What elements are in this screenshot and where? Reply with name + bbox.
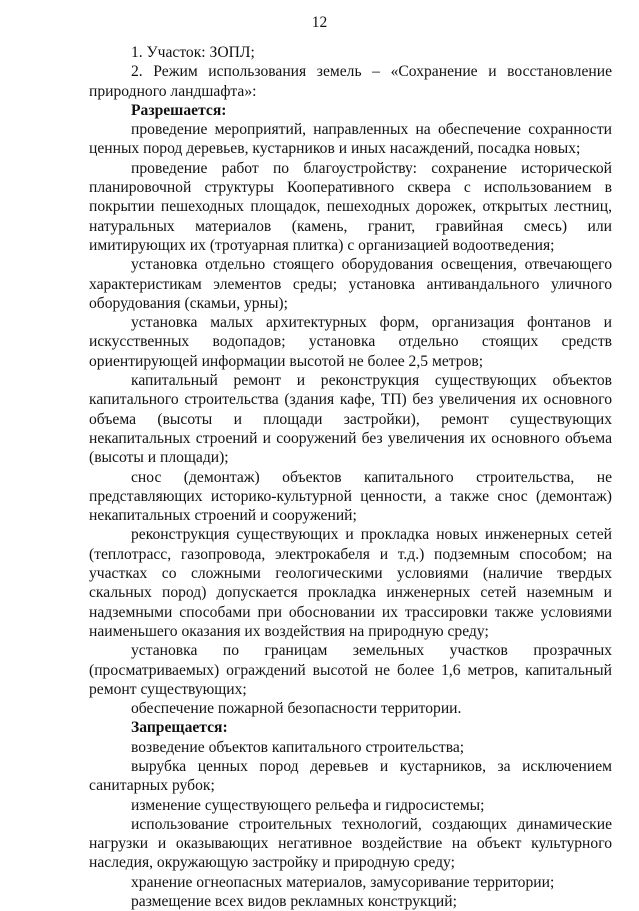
regime-line: 2. Режим использования земель – «Сохранение и восстановление природного ландшафта»:: [89, 63, 612, 100]
allowed-item: снос (демонтаж) объектов капитального строительства, не представляющих историко-культурной ценности, а также снос (демонтаж) некапитальных строений и сооружений;: [89, 468, 612, 525]
allowed-item: обеспечение пожарной безопасности территории.: [131, 700, 462, 718]
forbidden-item: использование строительных технологий, создающих динамические нагрузки и оказывающих негативное воздействие на объект культурного наследия, окружающую застройку и природную среду;: [89, 815, 612, 872]
site-line: 1. Участок: ЗОПЛ;: [131, 44, 255, 61]
forbidden-item: вырубка ценных пород деревьев и кустарников, за исключением санитарных рубок;: [89, 757, 612, 795]
forbidden-heading: Запрещается:: [131, 719, 228, 737]
forbidden-item: изменение существующего рельефа и гидросистемы;: [131, 796, 485, 814]
allowed-item: установка малых архитектурных форм, организация фонтанов и искусственных водопадов; установка отдельно стоящих средств ориентирующей информации высотой не более 2,5 метров;: [89, 314, 612, 370]
forbidden-item: возведение объектов капитального строительства;: [131, 738, 465, 756]
document-body: [89, 43, 612, 911]
allowed-item: капитальный ремонт и реконструкция существующих объектов капитального строительства (здания кафе, ТП) без увеличения их основного объема (высоты и площади застройки), ремонт существующих некапитальных строений и сооружений без увеличения их основного объема (высоты и площади);: [89, 372, 612, 467]
page-number: 12: [311, 14, 328, 31]
allowed-heading: Разрешается:: [131, 101, 227, 119]
forbidden-item: размещение всех видов рекламных конструкций;: [131, 893, 457, 911]
allowed-item: установка отдельно стоящего оборудования освещения, отвечающего характеристикам элементов среды; установка антивандального уличного оборудования (скамьи, урны);: [89, 256, 612, 312]
allowed-item: установка по границам земельных участков прозрачных (просматриваемых) ограждений высотой не более 1,6 метров, капитальный ремонт существующих;: [89, 642, 612, 698]
forbidden-item: хранение огнеопасных материалов, замусоривание территории;: [131, 873, 555, 891]
allowed-item: проведение работ по благоустройству: сохранение исторической планировочной структуры Кооперативного сквера с использованием в покрытии пешеходных площадок, пешеходных дорожек, открытых лестниц, натуральных материалов (камень, гранит, гравийная смесь) или имитирующих их (тротуарная плитка) с организацией водоотведения;: [89, 159, 612, 254]
allowed-item: реконструкция существующих и прокладка новых инженерных сетей (теплотрасс, газопровода, электрокабеля и т.д.) подземным способом; на участках со сложными геологическими условиями (наличие твердых скальных пород) допускается прокладка инженерных сетей наземным и надземными способами при обосновании их трассировки также условиями наименьшего оказания их воздействия на природную среду;: [89, 526, 612, 640]
allowed-item: проведение мероприятий, направленных на обеспечение сохранности ценных пород деревьев, кустарников и иных насаждений, посадка новых;: [89, 121, 612, 158]
